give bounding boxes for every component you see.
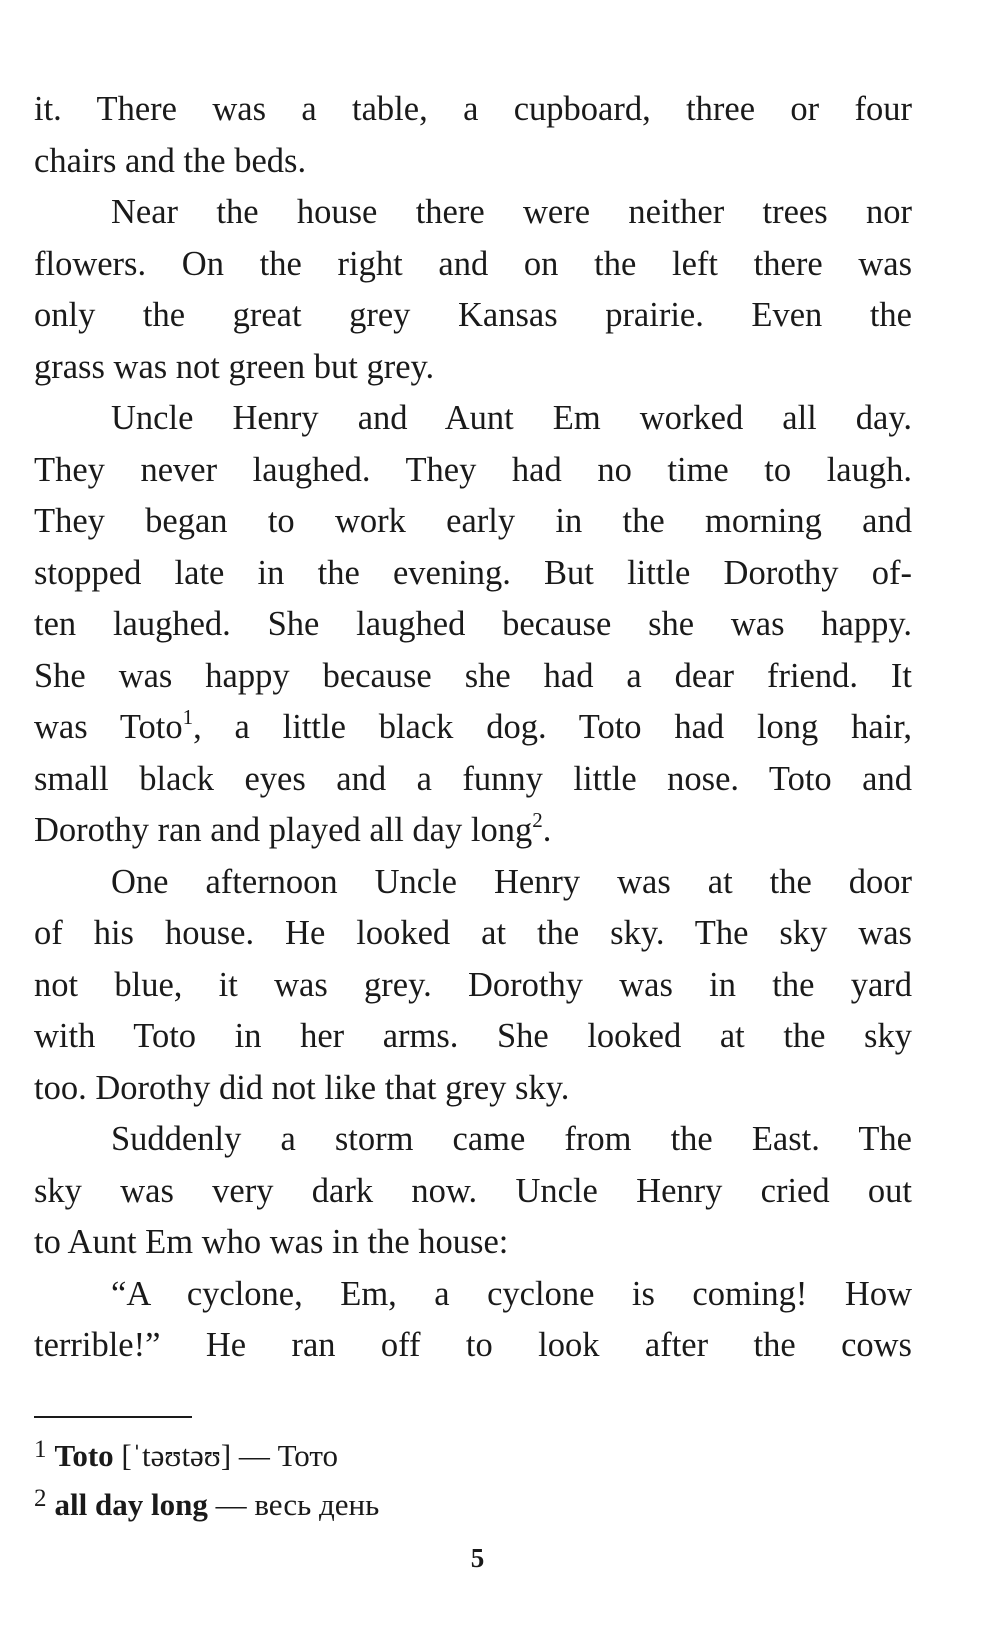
text-line: only the great grey Kansas prairie. Even the — [34, 296, 912, 334]
footnote-pronunciation: [ˈtəʊtəʊ] — [121, 1438, 232, 1473]
text-line: not blue, it was grey. Dorothy was in the yard — [34, 965, 912, 1004]
text-line: She was happy because she had a dear friend. It — [34, 656, 912, 695]
text-line: stopped late in the evening. But little Dorothy of- — [34, 553, 912, 592]
footnote-translation: весь день — [254, 1487, 380, 1522]
footnote — [34, 1431, 912, 1480]
text-fragment: , a little black dog. Toto had long hair, — [193, 708, 912, 746]
footnote-mark: 1 — [182, 705, 194, 729]
text-line: flowers. On the right and on the left there was — [34, 244, 912, 283]
text-line: of his house. He looked at the sky. The sky was — [34, 914, 912, 952]
body-text — [34, 84, 912, 1372]
text-line: One afternoon Uncle Henry was at the door — [111, 862, 912, 901]
footnote-term: all day long — [54, 1487, 208, 1522]
text-line — [34, 805, 912, 857]
footnote-divider — [34, 1416, 192, 1418]
footnote-mark: 2 — [532, 808, 543, 832]
text-line — [34, 702, 912, 754]
text-line: too. Dorothy did not like that grey sky. — [34, 1068, 570, 1107]
text-line: Uncle Henry and Aunt Em worked all day. — [111, 399, 912, 437]
text-line: small black eyes and a funny little nose. Toto and — [34, 759, 912, 798]
footnote-dash: — — [238, 1438, 270, 1473]
text-line: Suddenly a storm came from the East. The — [111, 1120, 912, 1158]
text-line: sky was very dark now. Uncle Henry cried out — [34, 1171, 912, 1210]
text-line: grass was not green but grey. — [34, 347, 435, 386]
text-line: with Toto in her arms. She looked at the sky — [34, 1017, 912, 1055]
text-fragment: was Toto — [34, 708, 183, 746]
text-line: to Aunt Em who was in the house: — [34, 1223, 509, 1261]
text-line: terrible!” He ran off to look after the cows — [34, 1326, 912, 1364]
text-fragment: Dorothy ran and played all day long — [34, 811, 533, 849]
footnote-dash: — — [215, 1487, 247, 1522]
footnote — [34, 1480, 912, 1529]
footnote-number: 1 — [34, 1436, 47, 1463]
text-line: ten laughed. She laughed because she was happy. — [34, 605, 912, 643]
text-line: chairs and the beds. — [34, 141, 307, 180]
footnotes — [34, 1431, 912, 1529]
text-fragment: . — [542, 811, 552, 849]
footnote-number: 2 — [34, 1485, 47, 1512]
text-line: “A cyclone, Em, a cyclone is coming! How — [111, 1274, 912, 1313]
text-line: They never laughed. They had no time to laugh. — [34, 450, 912, 489]
page-number: 5 — [470, 1543, 485, 1573]
footnote-translation: Тото — [277, 1438, 338, 1473]
footnote-term: Toto — [54, 1438, 114, 1473]
text-line: it. There was a table, a cupboard, three or four — [34, 90, 912, 128]
text-line: They began to work early in the morning and — [34, 502, 912, 540]
text-line: Near the house there were neither trees nor — [111, 193, 912, 231]
